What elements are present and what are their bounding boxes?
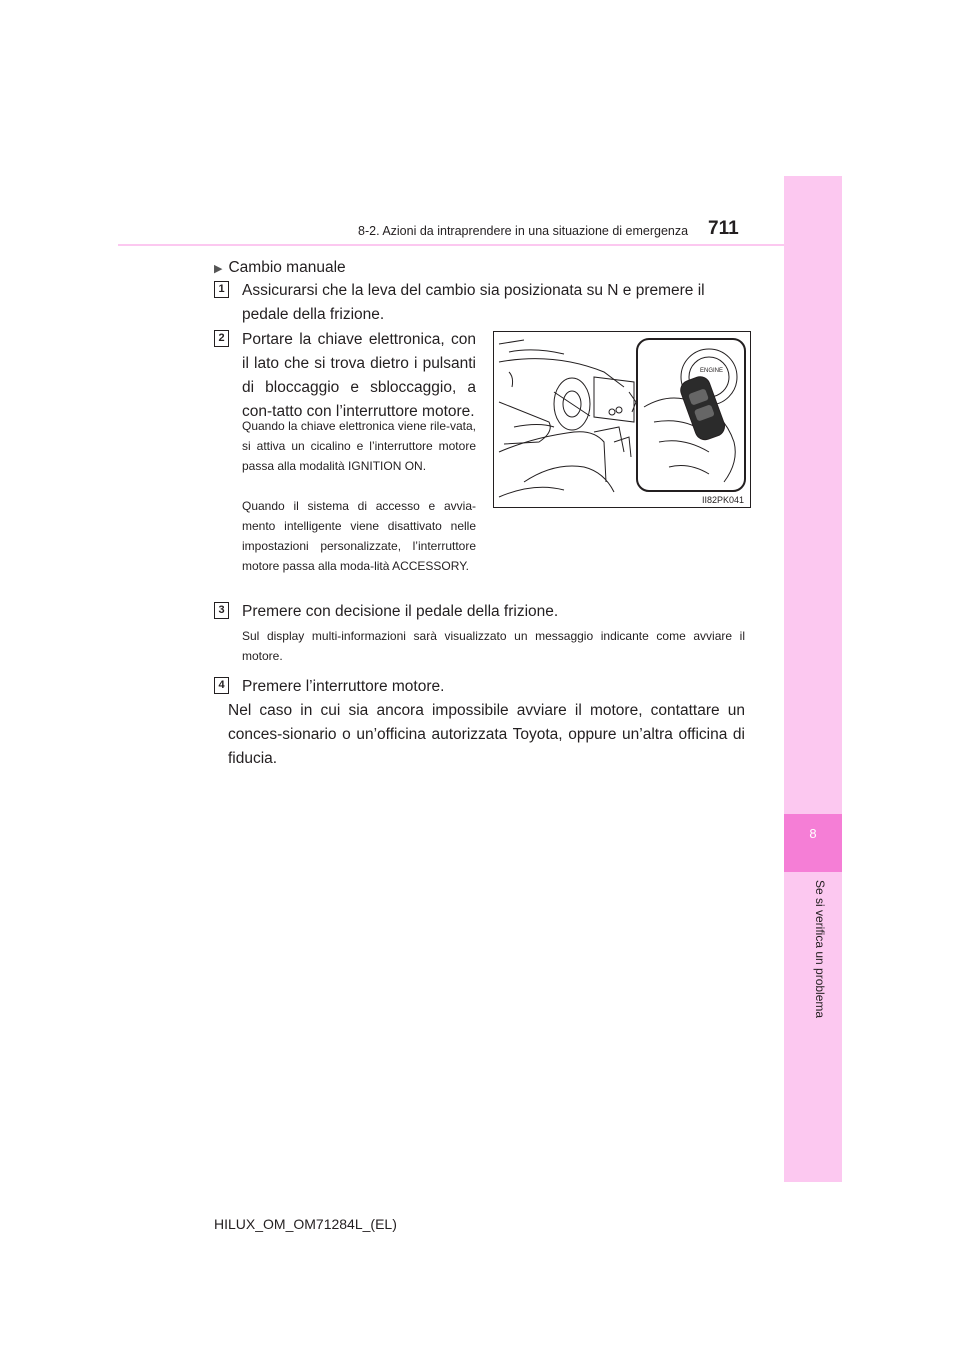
step-3-text: Premere con decisione il pedale della frizione. — [242, 603, 559, 620]
closing-paragraph: Nel caso in cui sia ancora impossibile avviare il motore, contattare un conces-sionario o un’officina autorizzata Toyota, oppure un’altra officina di fiducia. — [228, 702, 745, 767]
engine-label: ENGINE — [700, 368, 724, 374]
step-4-text: Premere l’interruttore motore. — [242, 678, 445, 695]
subheading-text: Cambio manuale — [228, 259, 346, 276]
header-rule — [118, 244, 842, 246]
key-touching-engine-switch-illustration — [494, 332, 750, 507]
step-number-3: 3 — [214, 602, 229, 619]
step-1-text: Assicurarsi che la leva del cambio sia posizionata su N e premere il pedale della frizione. — [242, 282, 705, 323]
chapter-title: Se si verifica un problema — [813, 880, 827, 1019]
step-3-note: Sul display multi-informazioni sarà visualizzato un messaggio indicante come avviare il motore. — [242, 629, 745, 663]
subheading — [214, 256, 346, 281]
document-code: HILUX_OM_OM71284L_(EL) — [214, 1216, 397, 1232]
chapter-side-tab — [784, 176, 842, 1182]
figure-code: II82PK041 — [701, 495, 744, 505]
step-2-note-2: Quando il sistema di accesso e avvia-mento intelligente viene disattivato nelle impostazioni personalizzate, l’interruttore motore passa alla moda-lità ACCESSORY. — [242, 499, 476, 573]
section-title: 8-2. Azioni da intraprendere in una situazione di emergenza — [358, 224, 689, 238]
chapter-number: 8 — [809, 826, 817, 841]
chapter-number-box — [784, 814, 842, 872]
step-number-4: 4 — [214, 677, 229, 694]
page-number: 711 — [708, 218, 739, 239]
step-2-note-1: Quando la chiave elettronica viene rile-vata, si attiva un cicalino e l’interruttore motore passa alla modalità IGNITION ON. — [242, 419, 476, 473]
step-number-1: 1 — [214, 281, 229, 298]
step-number-2: 2 — [214, 330, 229, 347]
step-2-text: Portare la chiave elettronica, con il lato che si trova dietro i pulsanti di bloccaggio e sbloccaggio, a con-tatto con l’interruttore motore. — [242, 331, 476, 420]
triangle-bullet-icon: ▶ — [214, 263, 223, 275]
key-illustration — [493, 331, 751, 508]
